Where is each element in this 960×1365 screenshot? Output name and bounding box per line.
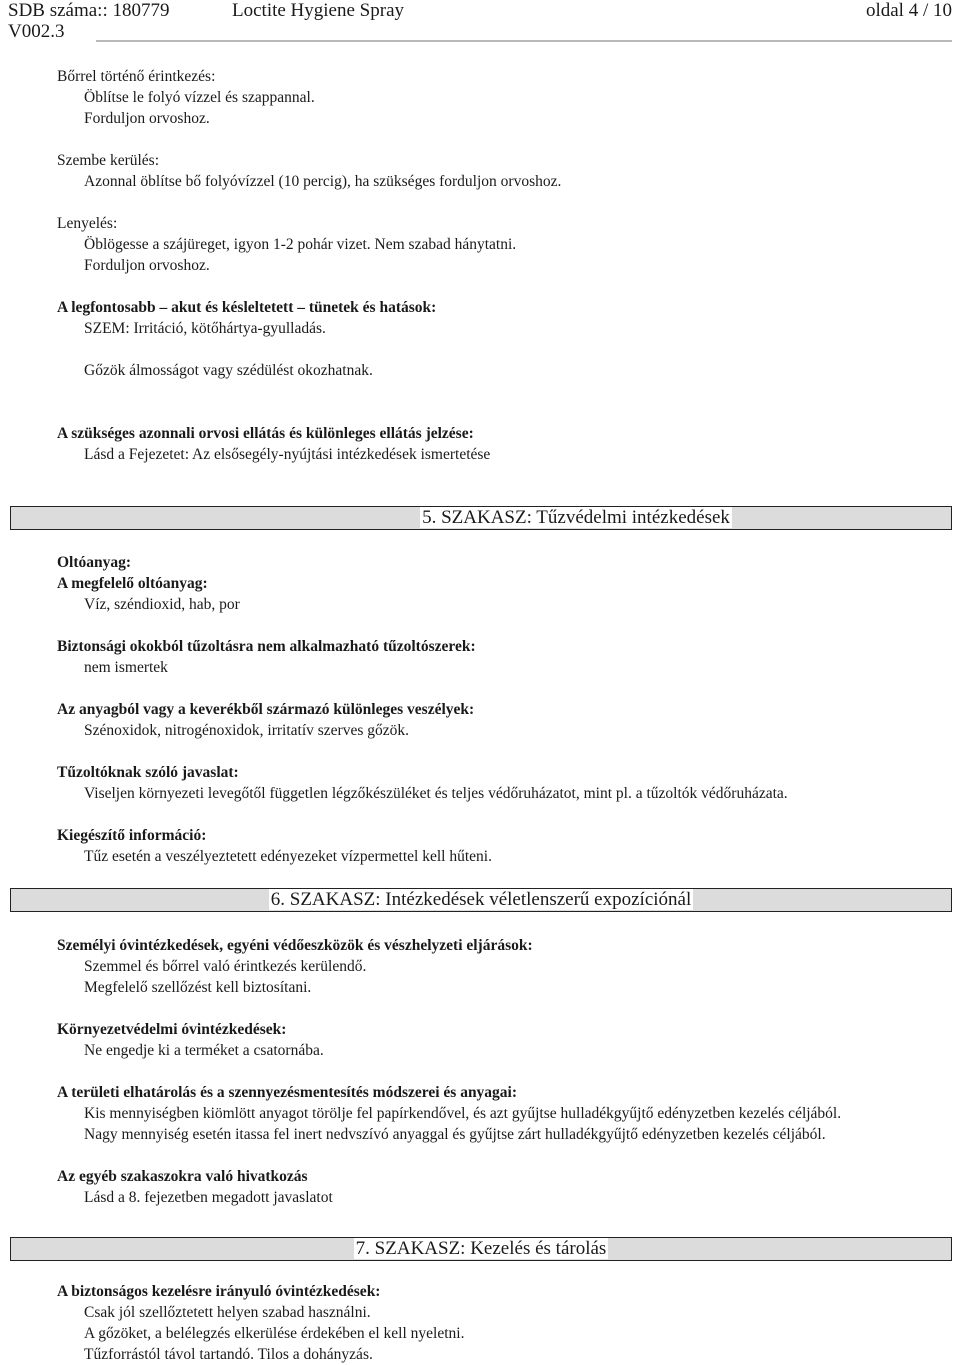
symptoms-text-1: SZEM: Irritáció, kötőhártya-gyulladás. <box>84 320 326 337</box>
firefighters-text: Viseljen környezeti levegőtől független légzőkészüléket és teljes védőruházatot, mint pl. a tűzoltók védőruházata. <box>84 785 788 802</box>
personal-text-2: Megfelelő szellőzést kell biztosítani. <box>84 979 312 996</box>
section-6-heading: 6. SZAKASZ: Intézkedések véletlenszerű expozíciónál <box>10 888 952 912</box>
suitable-text: Víz, széndioxid, hab, por <box>84 596 240 613</box>
section-6-block <box>57 935 950 1208</box>
version: V002.3 <box>8 21 65 42</box>
safe-handling-text-2: A gőzöket, a belélegzés elkerülése érdekében el kell nyeletni. <box>84 1325 465 1342</box>
section-5-heading: 5. SZAKASZ: Tűzvédelmi intézkedések <box>10 506 952 530</box>
page-header <box>8 0 952 44</box>
eye-title: Szembe kerülés: <box>57 152 160 169</box>
personal-title: Személyi óvintézkedések, egyéni védőeszközök és vészhelyzeti eljárások: <box>57 937 533 954</box>
page-number: oldal 4 / 10 <box>865 0 952 21</box>
reference-title: Az egyéb szakaszokra való hivatkozás <box>57 1168 308 1185</box>
section-7-heading: 7. SZAKASZ: Kezelés és tárolás <box>10 1237 952 1261</box>
medical-text-1: Lásd a Fejezetet: Az elsősegély-nyújtási intézkedések ismertetése <box>84 446 491 463</box>
hazards-text: Szénoxidok, nitrogénoxidok, irritatív szerves gőzök. <box>84 722 410 739</box>
symptoms-text-2: Gőzök álmosságot vagy szédülést okozhatnak. <box>84 362 373 379</box>
first-aid-block <box>57 66 950 465</box>
eye-text-1: Azonnal öblítse bő folyóvízzel (10 percig), ha szükséges forduljon orvoshoz. <box>84 173 562 190</box>
sds-number: SDB száma:: 180779 <box>8 0 170 21</box>
environment-title: Környezetvédelmi óvintézkedések: <box>57 1021 287 1038</box>
ingestion-text-1: Öblögesse a szájüreget, igyon 1-2 pohár vizet. Nem szabad hánytatni. <box>84 236 517 253</box>
hazards-title: Az anyagból vagy a keverékből származó különleges veszélyek: <box>57 701 475 718</box>
safe-handling-title: A biztonságos kezelésre irányuló óvintézkedések: <box>57 1283 381 1300</box>
section-5-block <box>57 552 950 867</box>
safe-handling-text-1: Csak jól szellőztetett helyen szabad használni. <box>84 1304 371 1321</box>
additional-title: Kiegészítő információ: <box>57 827 207 844</box>
medical-title: A szükséges azonnali orvosi ellátás és különleges ellátás jelzése: <box>57 425 474 442</box>
unsuitable-title: Biztonsági okokból tűzoltásra nem alkalmazható tűzoltószerek: <box>57 638 476 655</box>
environment-text: Ne engedje ki a terméket a csatornába. <box>84 1042 324 1059</box>
reference-text: Lásd a 8. fejezetben megadott javaslatot <box>84 1189 333 1206</box>
suitable-title: A megfelelő oltóanyag: <box>57 575 208 592</box>
header-rule <box>96 40 952 42</box>
firefighters-title: Tűzoltóknak szóló javaslat: <box>57 764 239 781</box>
ingestion-title: Lenyelés: <box>57 215 118 232</box>
unsuitable-text: nem ismertek <box>84 659 168 676</box>
personal-text-1: Szemmel és bőrrel való érintkezés kerülendő. <box>84 958 367 975</box>
cleanup-text-1: Kis mennyiségben kiömlött anyagot törölje fel papírkendővel, és azt gyűjtse hulladékgyűjtő edényzetben kezelés céljából. <box>84 1105 842 1122</box>
skin-title: Bőrrel történő érintkezés: <box>57 68 216 85</box>
extinguishing-title: Oltóanyag: <box>57 554 132 571</box>
additional-text: Tűz esetén a veszélyeztetett edényezeket vízpermettel kell hűteni. <box>84 848 492 865</box>
ingestion-text-2: Forduljon orvoshoz. <box>84 257 210 274</box>
section-7-block <box>57 1281 950 1365</box>
product-name: Loctite Hygiene Spray <box>232 0 405 21</box>
symptoms-title: A legfontosabb – akut és késleltetett – tünetek és hatások: <box>57 299 437 316</box>
cleanup-title: A területi elhatárolás és a szennyezésmentesítés módszerei és anyagai: <box>57 1084 518 1101</box>
cleanup-text-2: Nagy mennyiség esetén itassa fel inert nedvszívó anyaggal és gyűjtse zárt hulladékgyűjtő edényzetben kezelés céljából. <box>84 1126 826 1143</box>
safe-handling-text-3: Tűzforrástól távol tartandó. Tilos a dohányzás. <box>84 1346 373 1363</box>
skin-text-2: Forduljon orvoshoz. <box>84 110 210 127</box>
skin-text-1: Öblítse le folyó vízzel és szappannal. <box>84 89 315 106</box>
